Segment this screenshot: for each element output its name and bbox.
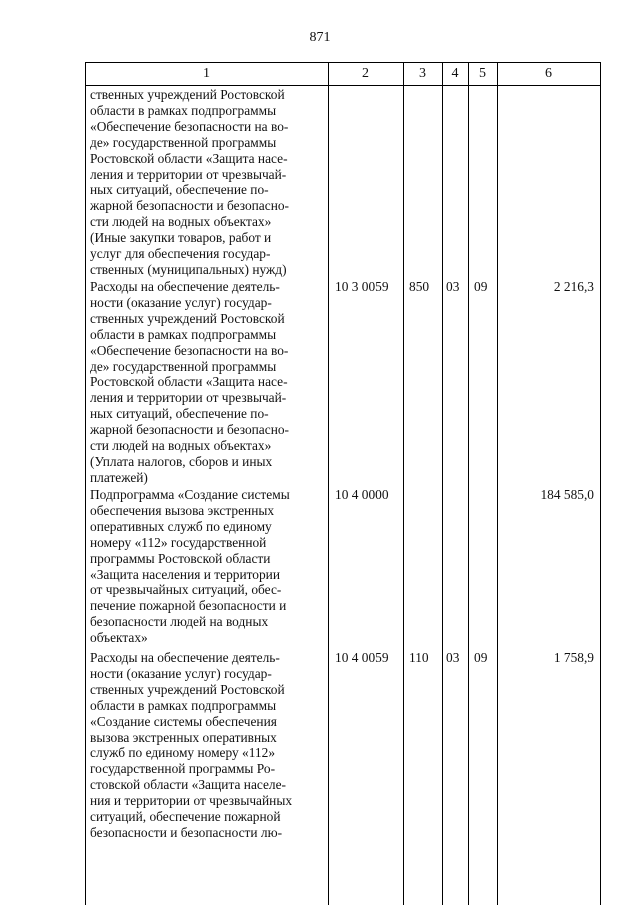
column-header-5: 5 — [479, 66, 486, 81]
expense-type-code: 850 — [409, 279, 430, 294]
column-divider — [442, 62, 443, 905]
column-header-3: 3 — [419, 66, 426, 81]
section-code: 03 — [446, 279, 460, 294]
target-article-code: 10 4 0000 — [335, 487, 389, 502]
page-number: 871 — [309, 30, 331, 45]
row-description: ственных учреждений Ростовской области в рамках подпрограммы «Обеспечение безопасности на во- де» государственной программы Ростовской области «Защита насе- ления и территории от чрезвычай- ных ситуаций, обеспечение по- жарной безопасности и безопасно- сти людей на водных объектах» (Иные закупки товаров, работ и услуг для обеспечения государ- ственных (муниципальных) нужд) — [90, 87, 290, 277]
target-article-code: 10 3 0059 — [335, 279, 389, 294]
column-header-2: 2 — [362, 66, 369, 81]
column-divider — [468, 62, 469, 905]
subsection-code: 09 — [474, 279, 488, 294]
budget-table — [85, 62, 600, 905]
header-bottom-border — [85, 85, 600, 86]
target-article-code: 10 4 0059 — [335, 650, 389, 665]
amount: 2 216,3 — [553, 279, 594, 294]
subsection-code: 09 — [474, 650, 488, 665]
expense-type-code: 110 — [409, 650, 429, 665]
column-divider — [403, 62, 404, 905]
amount: 1 758,9 — [553, 650, 594, 665]
table-border-left — [85, 62, 86, 905]
column-divider — [328, 62, 329, 905]
column-header-1: 1 — [203, 66, 210, 81]
table-border-right — [600, 62, 601, 905]
amount: 184 585,0 — [540, 487, 594, 502]
column-header-4: 4 — [451, 66, 459, 81]
row-description: Расходы на обеспечение деятель- ности (оказание услуг) государ- ственных учреждений Ростовской области в рамках подпрограммы «Обеспечение безопасности на во- де» государственной программы Ростовской области «Защита насе- ления и территории от чрезвычай- ных ситуаций, обеспечение по- жарной безопасности и безопасно- сти людей на водных объектах» (Уплата налогов, сборов и иных платежей) — [90, 279, 290, 485]
section-code: 03 — [446, 650, 460, 665]
column-header-6: 6 — [545, 66, 552, 81]
row-description: Расходы на обеспечение деятель- ности (оказание услуг) государ- ственных учреждений Ростовской области в рамках подпрограммы «Создание системы обеспечения вызова экстренных оперативных служб по единому номеру «112» государственной программы Ро- стовской области «Защита населе- ния и территории от чрезвычайных ситуаций, обеспечение пожарной безопасности и безопасности лю- — [90, 650, 293, 840]
column-divider — [497, 62, 498, 905]
row-description: Подпрограмма «Создание системы обеспечения вызова экстренных оперативных служб по единому номеру «112» государственной программы Ростовской области «Защита населения и территории от чрезвычайных ситуаций, обес- печение пожарной безопасности и безопасности людей на водных объектах» — [90, 487, 290, 646]
